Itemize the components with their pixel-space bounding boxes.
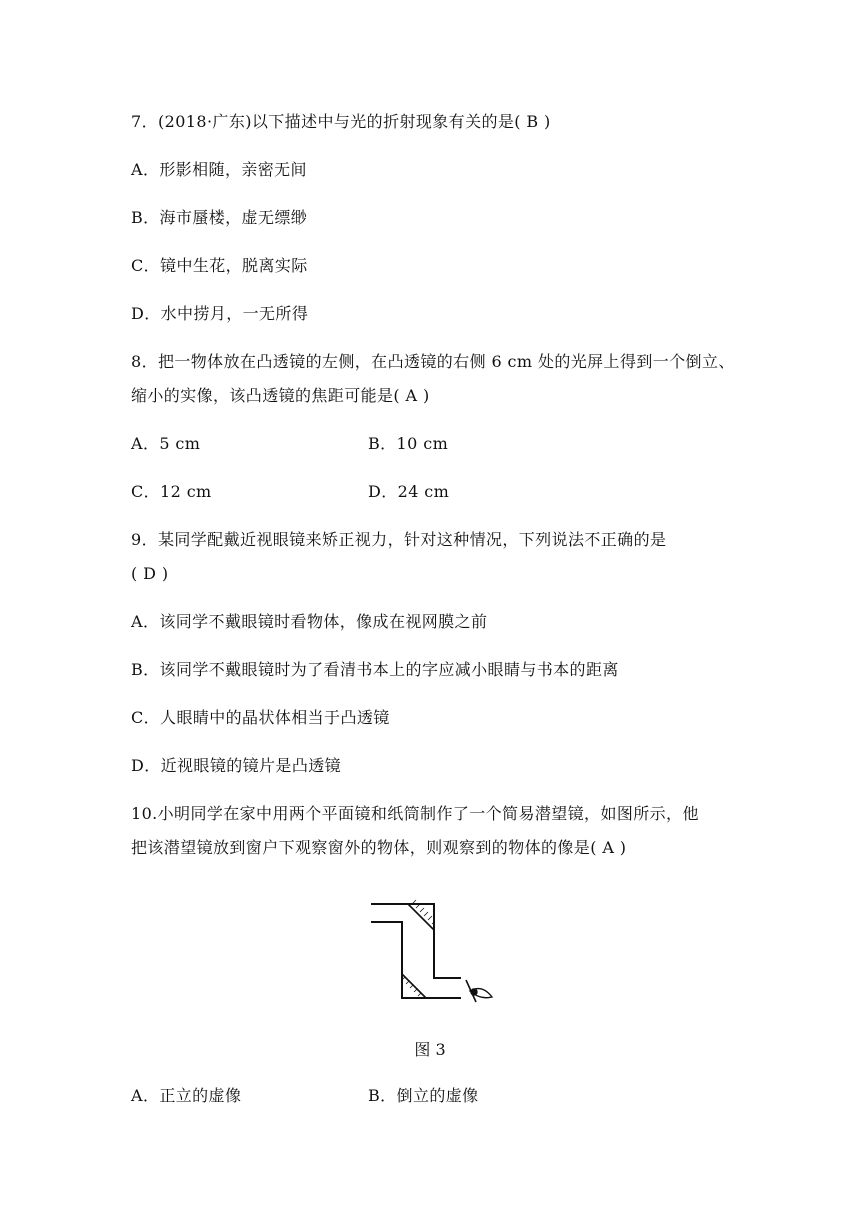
figure-caption: 图 3 <box>414 1040 446 1059</box>
question-8-stem-line-1: 8．把一物体放在凸透镜的左侧，在凸透镜的右侧 6 cm 处的光屏上得到一个倒立、 <box>131 352 735 371</box>
question-10-option-a: A．正立的虚像 <box>131 1086 242 1105</box>
bottom-mirror <box>402 974 426 998</box>
question-10-stem-line-1: 10.小明同学在家中用两个平面镜和纸筒制作了一个简易潜望镜，如图所示，他 <box>131 804 699 823</box>
question-7-option-a: A．形影相随，亲密无间 <box>131 160 307 179</box>
question-9-stem-line-2: ( D ) <box>131 564 169 583</box>
question-8-option-a: A．5 cm <box>131 434 201 453</box>
question-8-option-b: B．10 cm <box>368 434 449 453</box>
question-7-option-b: B．海市蜃楼，虚无缥缈 <box>131 208 308 227</box>
periscope-outer-wall <box>372 904 460 978</box>
eye-icon <box>466 980 492 1002</box>
question-10-option-b: B．倒立的虚像 <box>368 1086 479 1105</box>
question-9-option-a: A．该同学不戴眼镜时看物体，像成在视网膜之前 <box>131 612 488 631</box>
periscope-inner-wall <box>372 922 460 998</box>
question-9-option-b: B．该同学不戴眼镜时为了看清书本上的字应减小眼睛与书本的距离 <box>131 660 619 679</box>
question-8-stem-line-2: 缩小的实像，该凸透镜的焦距可能是( A ) <box>131 386 430 405</box>
question-8-option-c: C．12 cm <box>131 482 212 501</box>
question-9-option-c: C．人眼睛中的晶状体相当于凸透镜 <box>131 708 390 727</box>
question-7-option-c: C．镜中生花，脱离实际 <box>131 256 308 275</box>
question-7-stem: 7．(2018·广东)以下描述中与光的折射现象有关的是( B ) <box>131 112 551 131</box>
question-10-stem-line-2: 把该潜望镜放到窗户下观察窗外的物体，则观察到的物体的像是( A ) <box>131 838 627 857</box>
question-7-option-d: D．水中捞月，一无所得 <box>131 304 309 323</box>
question-9-option-d: D．近视眼镜的镜片是凸透镜 <box>131 756 342 775</box>
question-8-option-d: D．24 cm <box>368 482 450 501</box>
periscope-diagram <box>370 898 496 1008</box>
question-9-stem-line-1: 9．某同学配戴近视眼镜来矫正视力，针对这种情况，下列说法不正确的是 <box>131 530 667 549</box>
